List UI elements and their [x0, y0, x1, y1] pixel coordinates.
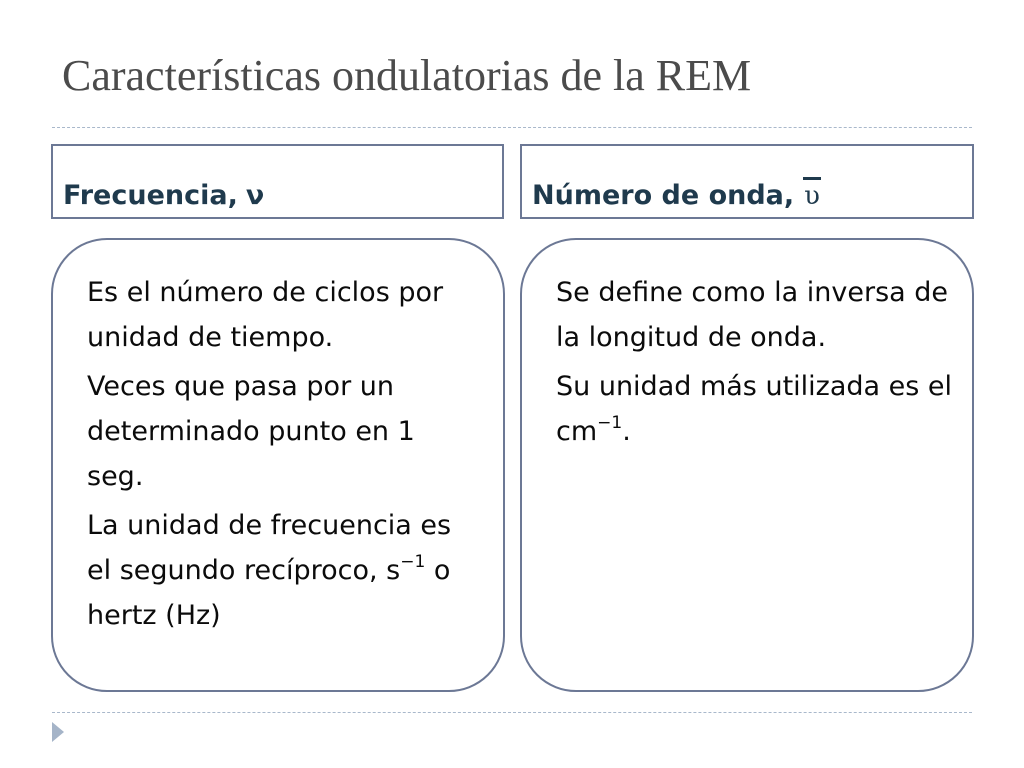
- wavenumber-unit-lead: Su unidad más utilizada es el: [556, 371, 953, 402]
- frequency-explanation: Veces que pasa por un determinado punto en 1 seg.: [87, 371, 415, 492]
- frequency-content-box: [51, 238, 505, 692]
- wavenumber-unit-exponent: −1: [597, 413, 623, 433]
- wavenumber-unit-text: [556, 364, 956, 454]
- nu-symbol: ν: [245, 180, 265, 211]
- frequency-unit-lead: La unidad de frecuencia es el segundo recíproco,: [87, 510, 452, 586]
- wavenumber-content-box: [520, 238, 974, 692]
- wavenumber-header-box: [520, 144, 974, 219]
- wavenumber-definition: Se define como la inversa de la longitud de onda.: [556, 277, 949, 353]
- slide-title: Características ondulatorias de la REM: [62, 51, 752, 100]
- frequency-unit-text: [87, 503, 467, 638]
- frequency-header-box: [51, 144, 504, 219]
- frequency-unit-exponent: −1: [400, 552, 426, 572]
- wavenumber-header-label: Número de onda,: [532, 180, 795, 211]
- wavenumber-unit-symbol: cm: [556, 416, 598, 447]
- play-arrow-icon: [52, 722, 64, 742]
- wavenumber-unit-tail: .: [622, 416, 631, 447]
- top-divider: [52, 127, 972, 128]
- bottom-divider: [52, 712, 972, 713]
- frequency-header-label: Frecuencia,: [63, 180, 238, 211]
- frequency-unit-tail: o hertz (Hz): [87, 555, 451, 631]
- wavenumber-header: [532, 180, 820, 211]
- frequency-header: [63, 180, 264, 211]
- frequency-unit-symbol: s: [386, 555, 401, 586]
- upsilon-bar-symbol: υ: [804, 181, 820, 211]
- frequency-definition: Es el número de ciclos por unidad de tiempo.: [87, 277, 444, 353]
